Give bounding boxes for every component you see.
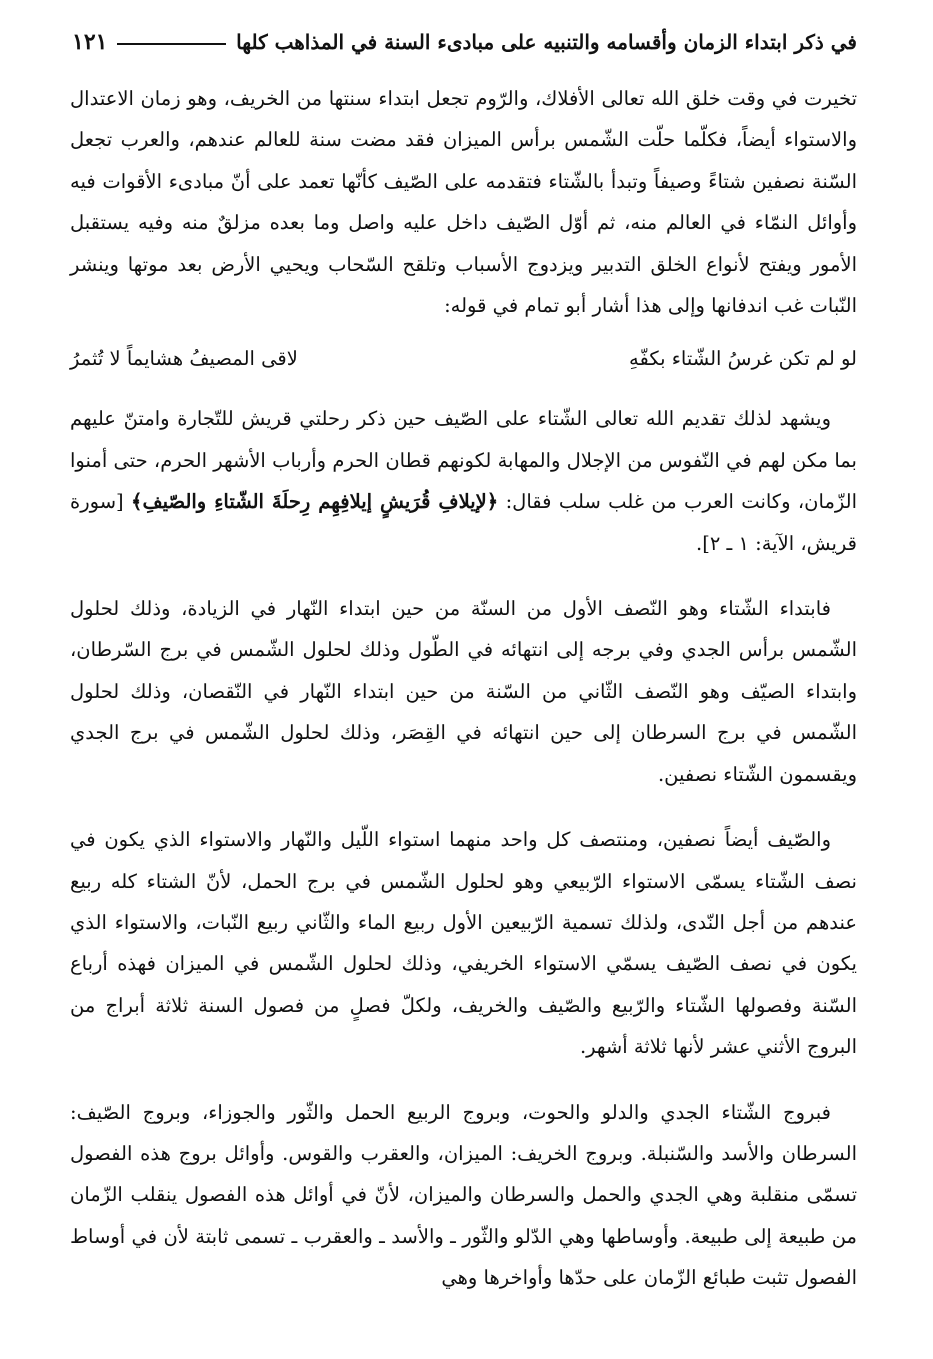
paragraph-2: [70, 398, 857, 564]
page-number: ١٢١: [72, 29, 108, 55]
page-body: [70, 78, 857, 1299]
paragraph-2-text: ويشهد لذلك تقديم الله تعالى الشّتاء على الصّيف حين ذكر رحلتي قريش للتّجارة وامتنّ عليهم بما مكن لهم في النّفوس من الإجلال والمهابة لكونهم قطان الحرم وأرباب الأشهر الحرم، حتى أمنوا الزّمان، وكانت العرب من غلب سلب فقال:: [70, 407, 858, 514]
quran-reference: [سورة قريش، الآية: ١ ـ ٢].: [70, 490, 857, 555]
page-header: [72, 22, 857, 62]
paragraph-4: والصّيف أيضاً نصفين، ومنتصف كل واحد منهما استواء اللّيل والنّهار والاستواء الذي يكون في نصف الشّتاء يسمّى الاستواء الرّبيعي وهو لحلول الشّمس في برج الحمل، لأنّ الشتاء كله ربيع عندهم من أجل النّدى، ولذلك تسمية الرّبيعين الأول ربيع الماء والثّاني ربيع النّبات، والاستواء الذي يكون في نصف الصّيف يسمّي الاستواء الخريفي، وذلك لحلول الشّمس في الميزان فهذه أرباع السّنة وفصولها الشّتاء والرّبيع والصّيف والخريف، ولكلّ فصلٍ من فصول السنة ثلاثة أبراج من البروج الأثني عشر لأنها ثلاثة أشهر.: [70, 828, 857, 1059]
quran-verse: ﴿لإيلافِ قُرَيشٍ إيلافِهِم رِحلَةَ الشّتاءِ والصّيفِ﴾: [131, 490, 499, 514]
verse-hemistich-1: لو لم تكن غرسُ الشّتاء بكفّهِ: [629, 347, 857, 371]
paragraph-5: فبروج الشّتاء الجدي والدلو والحوت، وبروج الربيع الحمل والثّور والجوزاء، وبروج الصّيف: السرطان والأسد والسّنبلة. وبروج الخريف: الميزان، والعقرب والقوس. وأوائل بروج هذه الفصول تسمّى منقلبة وهي الجدي والحمل والسرطان والميزان، لأنّ في أوائل هذه الفصول ينقلب الزّمان من طبيعة إلى طبيعة. وأوساطها وهي الدّلو والثّور ـ والأسد ـ والعقرب ـ تسمى ثابتة لأن في أوساط الفصول تثبت طبائع الزّمان على حدّها وأواخرها وهي: [70, 1100, 857, 1290]
verse-hemistich-2: لاقى المصيفُ هشايماً لا تُثمرُ: [70, 347, 298, 371]
paragraph-3: فابتداء الشّتاء وهو النّصف الأول من السنّة من حين ابتداء النّهار في الزيادة، وذلك لحلول الشّمس برأس الجدي وفي برجه إلى انتهائه في الطّول وذلك لحلول الشّمس في برج السّرطان، وابتداء الصيّف وهو النّصف الثّاني من السّنة من حين ابتداء النّهار في النّقصان، وذلك لحلول الشّمس في برج السرطان إلى حين انتهائه في القِصَر، وذلك لحلول الشّمس في برج الجدي ويقسمون الشّتاء نصفين.: [70, 597, 857, 786]
poetry-verse: [70, 338, 857, 380]
header-rule: [117, 43, 226, 45]
running-title: في ذكر ابتداء الزمان وأقسامه والتنبيه على مبادىء السنة في المذاهب كلها: [236, 30, 857, 54]
paragraph-1: تخيرت في وقت خلق الله تعالى الأفلاك، والرّوم تجعل ابتداء سنتها من الخريف، وهو زمان الاعتدال والاستواء أيضاً، فكلّما حلّت الشّمس برأس الميزان فقد مضت سنة للعالم عندهم، والعرب تجعل السّنة نصفين شتاءً وصيفاً وتبدأ بالشّتاء فتقدمه على الصّيف كأنّها تعمد على أنّ مبادىء الأقوات فيه وأوائل النمّاء في العالم منه، ثم أوّل الصّيف داخل عليه واصل وما بعده مزلقٌ منه وفيه يستقبل الأمور ويفتح لأنواع الخلق التدبير ويزدوج الأسباب وتلقح السّحاب ويحيي الأرض بعد موتها وينشر النّبات غب اندفانها وإلى هذا أشار أبو تمام في قوله:: [70, 87, 857, 318]
